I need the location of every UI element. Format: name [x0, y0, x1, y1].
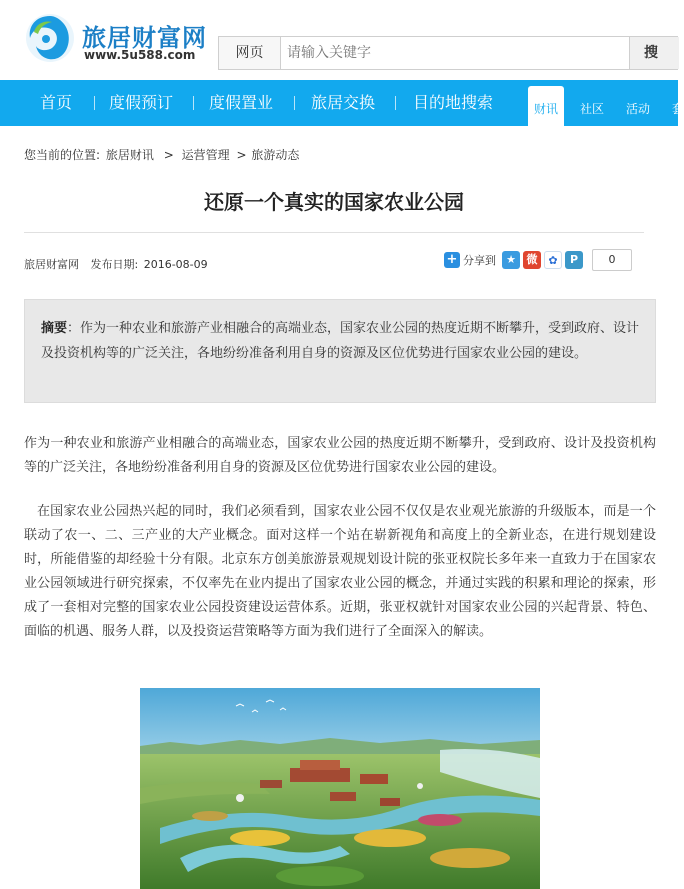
search-type-select[interactable]: 网页 — [219, 37, 281, 69]
tab-events[interactable]: 活动 — [626, 102, 651, 116]
main-nav — [0, 80, 684, 126]
tab-community[interactable]: 社区 — [580, 102, 605, 116]
search-input[interactable] — [287, 37, 607, 69]
pinterest-share-icon[interactable]: P — [565, 251, 583, 269]
weibo-share-icon[interactable]: 微 — [523, 251, 541, 269]
article-source: 旅居财富网 — [24, 258, 79, 271]
tab-news[interactable]: 财讯 — [528, 86, 564, 126]
site-logo[interactable] — [24, 12, 214, 64]
nav-divider — [193, 96, 194, 110]
search-button[interactable]: 搜 — [629, 37, 679, 69]
breadcrumb — [24, 146, 301, 163]
breadcrumb-link-operations[interactable]: 运营管理 — [181, 148, 230, 162]
share-bar — [444, 249, 632, 271]
article-title: 还原一个真实的国家农业公园 — [204, 190, 464, 214]
article-date-label: 发布日期: — [90, 258, 139, 271]
breadcrumb-separator: > — [163, 148, 174, 162]
breadcrumb-link-news[interactable]: 旅居财讯 — [105, 148, 154, 162]
nav-item-home[interactable]: 首页 — [40, 93, 73, 112]
tab-more[interactable]: 套 — [672, 102, 684, 116]
share-count: 0 — [592, 249, 632, 271]
breadcrumb-separator: > — [236, 148, 247, 162]
logo-url: www.5u588.com — [84, 48, 196, 62]
agricultural-park-rendering-image — [140, 688, 540, 889]
article-paragraph: 在国家农业公园热兴起的同时，我们必须看到，国家农业公园不仅仅是农业观光旅游的升级版本，而是一个联动了农一、二、三产业的大产业概念。面对这样一个站在崭新视角和高度上的全新业态，在进行规划建设时，所能借鉴的却经验十分有限。北京东方创美旅游景观规划设计院的张亚权院长多年来一直致力于在国家农业公园领域进行研究探索，不仅率先在业内提出了国家农业公园的概念，并通过实践的积累和理论的探索，形成了一套相对完整的国家农业公园投资建设运营体系。近期，张亚权就针对国家农业公园的兴起背景、特色、面临的机遇、服务人群，以及投资运营策略等方面为我们进行了全面深入的解读。 — [24, 504, 656, 639]
site-header — [0, 0, 678, 80]
share-label: 分享到 — [463, 254, 496, 267]
qzone-share-icon[interactable]: ★ — [502, 251, 520, 269]
plus-icon: + — [444, 252, 460, 268]
article-meta — [24, 256, 208, 272]
share-more-button[interactable] — [444, 252, 496, 268]
search-bar — [218, 36, 678, 70]
logo-mark-icon — [24, 12, 76, 64]
article-paragraph: 作为一种农业和旅游产业相融合的高端业态，国家农业公园的热度近期不断攀升，受到政府、设计及投资机构等的广泛关注，各地纷纷准备利用自身的资源及区位优势进行国家农业公园的建设。 — [24, 436, 656, 475]
logo-name: 旅居财富网 — [82, 24, 207, 52]
breadcrumb-prefix: 您当前的位置: — [24, 148, 101, 162]
nav-item-residence-exchange[interactable]: 旅居交换 — [311, 93, 376, 112]
baidu-share-icon[interactable]: ✿ — [544, 251, 562, 269]
summary-text: ：作为一种农业和旅游产业相融合的高端业态，国家农业公园的热度近期不断攀升，受到政府、设计及投资机构等的广泛关注，各地纷纷准备利用自身的资源及区位优势进行国家农业公园的建设。 — [41, 321, 640, 361]
breadcrumb-link-travel-news[interactable]: 旅游动态 — [251, 148, 300, 162]
article-summary — [24, 299, 656, 403]
article-date: 2016-08-09 — [143, 258, 208, 271]
nav-item-vacation-booking[interactable]: 度假预订 — [109, 93, 174, 112]
nav-item-vacation-property[interactable]: 度假置业 — [209, 93, 274, 112]
title-divider — [24, 232, 644, 233]
summary-label: 摘要 — [41, 321, 68, 336]
nav-item-destination-search[interactable]: 目的地搜索 — [413, 93, 494, 112]
nav-divider — [395, 96, 396, 110]
nav-divider — [94, 96, 95, 110]
nav-divider — [294, 96, 295, 110]
